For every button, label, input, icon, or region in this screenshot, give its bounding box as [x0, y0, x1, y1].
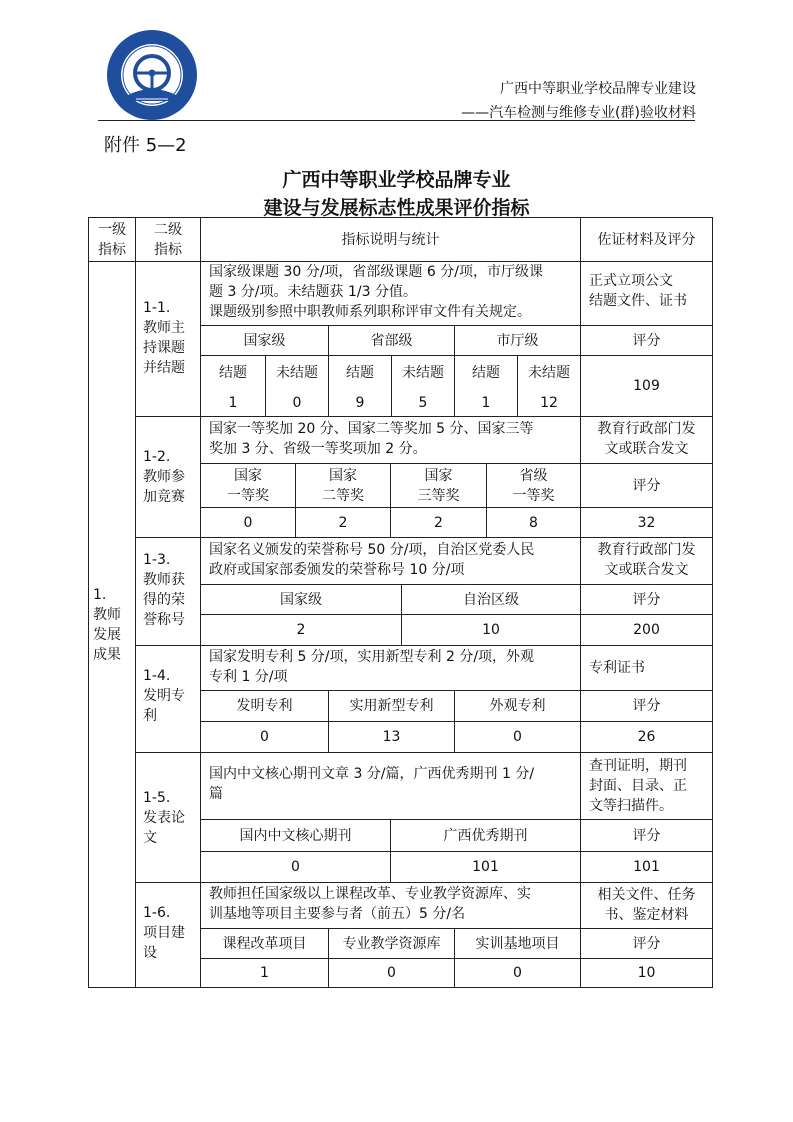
section-1-3-value: 2 — [296, 622, 306, 638]
section-1-1-score: 109 — [633, 378, 660, 394]
section-1-3-score-label: 评分 — [632, 591, 661, 608]
section-1-1-value: 5 — [418, 395, 428, 411]
section-1-1-subheader: 结题 — [219, 365, 247, 381]
section-1-5-name: 1-5. 发表论 文 — [143, 790, 185, 846]
section-1-1-subheader: 结题 — [346, 365, 374, 381]
document-title-line2: 建设与发展标志性成果评价指标 — [263, 197, 530, 219]
section-1-2-name: 1-2. 教师参 加竞赛 — [143, 449, 185, 505]
section-1-1-subheader: 未结题 — [276, 365, 318, 381]
section-1-1-subheader: 未结题 — [528, 365, 570, 381]
section-1-3-value: 10 — [482, 622, 500, 638]
section-1-6-value: 1 — [260, 965, 269, 981]
section-1-2-value: 2 — [338, 514, 348, 531]
section-1-6-header: 专业教学资源库 — [342, 935, 441, 952]
section-1-1-value: 0 — [292, 395, 302, 411]
section-1-1-name: 1-1. 教师主 持课题 并结题 — [143, 300, 185, 376]
section-1-6-description: 教师担任国家级以上课程改革、专业教学资源库、实 训基地等项目主要参与者（前五）5 分/名 — [209, 886, 531, 922]
section-1-1-value: 12 — [540, 395, 558, 411]
section-1-2-value: 0 — [243, 514, 253, 531]
section-1-5-score-label: 评分 — [632, 827, 661, 844]
section-1-1-description: 国家级课题 30 分/项，省部级课题 6 分/项，市厅级课 题 3 分/项。未结题获 1/3 分值。 课题级别参照中职教师系列职称评审文件有关规定。 — [209, 264, 543, 320]
column-header-level2: 二级 指标 — [154, 221, 182, 258]
section-1-2-header: 国家 三等奖 — [417, 467, 460, 504]
section-1-1-subheader: 未结题 — [402, 365, 444, 381]
section-1-2-header: 省级 一等奖 — [512, 467, 555, 504]
section-1-2-header: 国家 一等奖 — [227, 467, 269, 504]
header-project-title: 广西中等职业学校品牌专业建设 — [500, 81, 696, 97]
section-1-3-header-national: 国家级 — [280, 591, 322, 608]
section-1-5-score: 101 — [633, 859, 660, 875]
section-1-2-score: 32 — [637, 514, 656, 531]
section-1-4-header: 发明专利 — [236, 698, 293, 714]
section-1-2-value: 8 — [529, 514, 538, 531]
section-1-4-header: 外观专利 — [489, 698, 546, 714]
section-1-1-group-provincial: 省部级 — [370, 332, 413, 349]
section-1-4-value: 0 — [513, 729, 522, 745]
section-1-6-header: 课程改革项目 — [222, 935, 307, 952]
section-1-4-value: 0 — [260, 729, 269, 745]
section-1-1-value: 1 — [228, 395, 238, 411]
level1-category: 1. 教师 发展 成果 — [93, 587, 121, 663]
section-1-4-score-label: 评分 — [632, 698, 661, 714]
section-1-6-score: 10 — [637, 965, 656, 981]
column-header-evidence: 佐证材料及评分 — [597, 231, 696, 248]
section-1-6-name: 1-6. 项目建 设 — [143, 905, 185, 961]
header-material-subtitle: ——汽车检测与维修专业(群)验收材料 — [461, 105, 696, 121]
section-1-3-score: 200 — [633, 622, 660, 638]
section-1-1-value: 1 — [481, 395, 491, 411]
section-1-4-name: 1-4. 发明专 利 — [143, 668, 185, 724]
document-title-line1: 广西中等职业学校品牌专业 — [282, 169, 511, 191]
section-1-5-header: 国内中文核心期刊 — [239, 827, 352, 844]
section-1-2-score-label: 评分 — [632, 477, 661, 494]
section-1-1-subheader: 结题 — [472, 365, 500, 381]
section-1-3-description: 国家名义颁发的荣誉称号 50 分/项，自治区党委人民 政府或国家部委颁发的荣誉称号 10 分/项 — [209, 542, 535, 578]
section-1-5-header: 广西优秀期刊 — [443, 827, 528, 844]
section-1-5-value: 101 — [472, 859, 499, 875]
section-1-6-value: 0 — [513, 965, 522, 981]
section-1-1-score-label: 评分 — [632, 332, 661, 349]
section-1-6-value: 0 — [387, 965, 396, 981]
section-1-2-header: 国家 二等奖 — [322, 467, 364, 504]
section-1-2-description: 国家一等奖加 20 分、国家二等奖加 5 分、国家三等 奖加 3 分、省级一等奖项加 2 分。 — [209, 421, 534, 457]
section-1-4-header: 实用新型专利 — [349, 698, 434, 714]
attachment-number: 附件 5—2 — [104, 135, 187, 156]
section-1-1-value: 9 — [355, 395, 365, 411]
section-1-2-value: 2 — [434, 514, 443, 531]
section-1-2-evidence: 教育行政部门发 文或联合发文 — [597, 421, 696, 457]
section-1-4-score: 26 — [637, 729, 656, 745]
column-header-level1: 一级 指标 — [98, 221, 126, 258]
section-1-4-value: 13 — [382, 729, 401, 745]
section-1-4-evidence: 专利证书 — [589, 660, 645, 676]
section-1-5-value: 0 — [291, 859, 300, 875]
column-header-description: 指标说明与统计 — [341, 231, 440, 248]
section-1-3-evidence: 教育行政部门发 文或联合发文 — [597, 542, 696, 578]
section-1-6-score-label: 评分 — [632, 935, 661, 952]
section-1-1-group-national: 国家级 — [243, 332, 286, 349]
section-1-5-evidence: 查刊证明，期刊 封面、目录、正 文等扫描件。 — [589, 758, 687, 814]
section-1-5-description: 国内中文核心期刊文章 3 分/篇，广西优秀期刊 1 分/ 篇 — [209, 766, 535, 802]
section-1-3-header-regional: 自治区级 — [463, 591, 519, 608]
section-1-6-header: 实训基地项目 — [475, 935, 560, 952]
section-1-6-evidence: 相关文件、任务 书、鉴定材料 — [597, 887, 696, 923]
section-1-4-description: 国家发明专利 5 分/项，实用新型专利 2 分/项，外观 专利 1 分/项 — [209, 649, 535, 685]
section-1-3-name: 1-3. 教师获 得的荣 誉称号 — [143, 552, 185, 628]
section-1-1-group-municipal: 市厅级 — [496, 332, 539, 349]
section-1-1-evidence: 正式立项公文 结题文件、证书 — [589, 273, 687, 309]
